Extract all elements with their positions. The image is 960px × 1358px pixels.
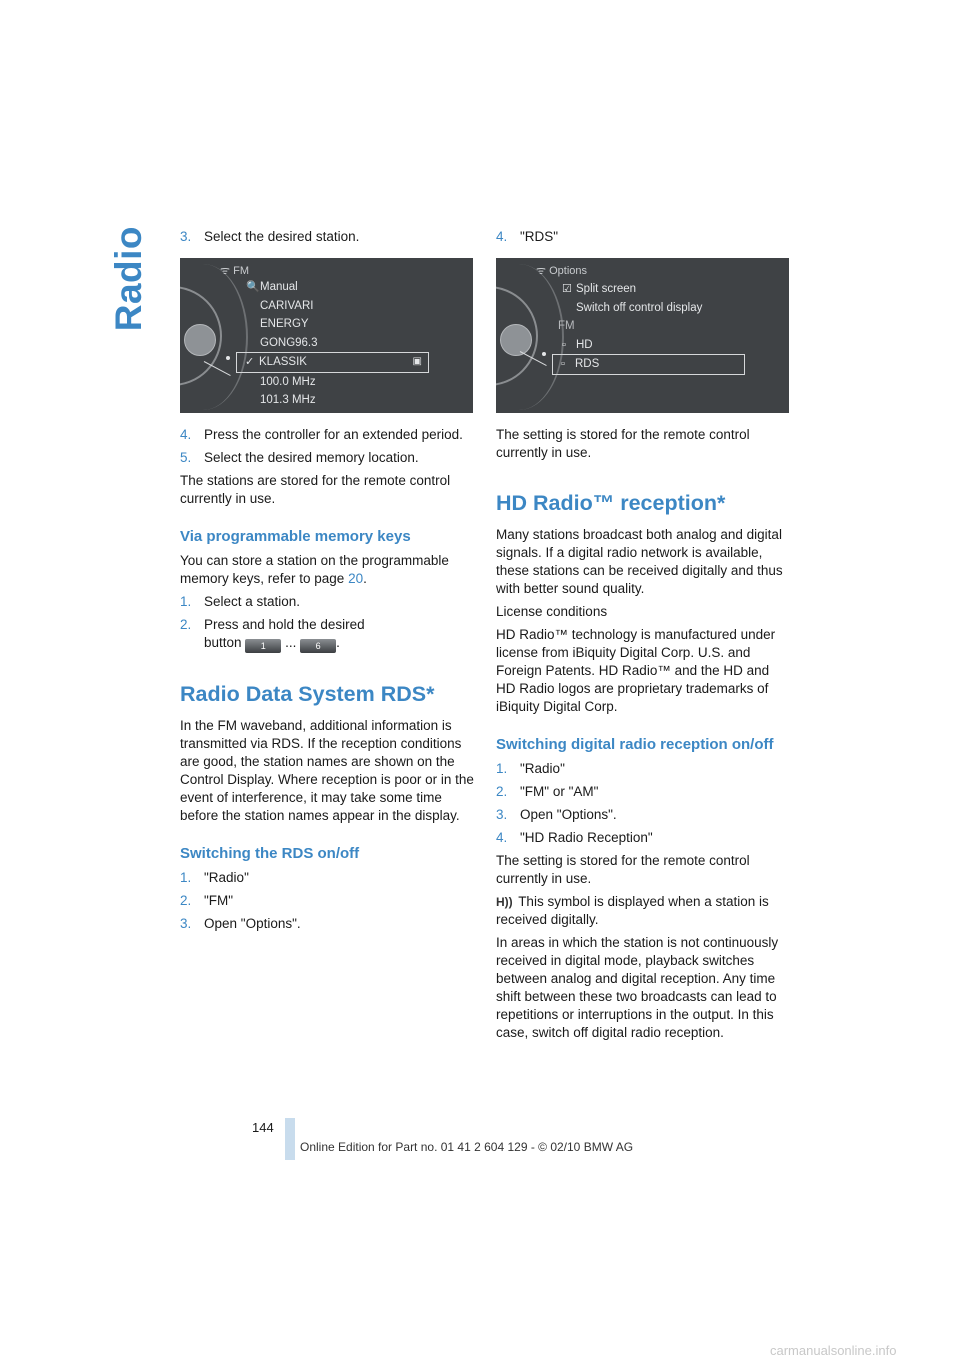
step-fm-am: 2. "FM" or "AM" (496, 784, 599, 799)
list-item: Switch off control display (576, 301, 703, 314)
hd-radio-icon: H)) (496, 895, 513, 909)
paragraph: You can store a station on the programmable memory keys, refer to page 20. (180, 553, 449, 586)
heading-rds-switch: Switching the RDS on/off (180, 845, 360, 862)
list-item: GONG96.3 (260, 336, 318, 349)
paragraph: License conditions (496, 604, 608, 619)
list-item: ▫ HD (558, 336, 745, 355)
list-item: 100.0 MHz (260, 375, 316, 388)
step-hd-reception: 4. "HD Radio Reception" (496, 830, 653, 845)
step-select-station: 3. Select the desired station. (180, 229, 360, 244)
paragraph: H)) This symbol is displayed when a station is received digitally. (496, 894, 769, 927)
step-open-options: 3. Open "Options". (180, 916, 301, 931)
paragraph: The setting is stored for the remote control currently in use. (496, 427, 750, 460)
controller-knob-icon (500, 324, 532, 356)
right-column (496, 228, 791, 1047)
station-list (242, 278, 429, 413)
heading-rds: Radio Data System RDS* (180, 682, 435, 706)
heading-memory-keys: Via programmable memory keys (180, 528, 411, 545)
options-menu-screenshot (496, 258, 789, 413)
paragraph: The stations are stored for the remote control currently in use. (180, 473, 451, 506)
checkbox-checked-icon: ☑ (562, 283, 572, 295)
footer-bar (285, 1118, 295, 1160)
step-radio: 1. "Radio" (496, 761, 565, 776)
paragraph: In areas in which the station is not continuously received in digital mode, playback switches between analog and digital reception. Any time shift between these two broadcasts can lead to repetitions or interruptions in the output. In this case, switch off digital radio reception. (496, 935, 779, 1040)
checkbox-icon: ▫ (561, 358, 565, 370)
preset-button-1-icon: 1 (245, 639, 281, 653)
edition-footer: Online Edition for Part no. 01 41 2 604 129 - © 02/10 BMW AG (300, 1140, 634, 1154)
step-select-memory: 5. Select the desired memory location. (180, 450, 419, 465)
list-item-selected: ▫ RDS (552, 354, 745, 375)
page-link[interactable]: 20 (348, 571, 364, 586)
heading-hd-radio: HD Radio™ reception* (496, 491, 726, 515)
list-item: 🔍 Manual (242, 278, 429, 297)
options-list (558, 280, 745, 413)
heading-digital-switch: Switching digital radio reception on/off (496, 736, 774, 753)
search-icon: 🔍 (246, 281, 260, 293)
list-item: ☑ Split screen (558, 280, 745, 299)
step-select-a-station: 1. Select a station. (180, 594, 301, 609)
controller-knob-icon (184, 324, 216, 356)
preset-button-6-icon: 6 (300, 639, 336, 653)
page-number: 144 (252, 1120, 274, 1135)
list-item: ENERGY (260, 318, 309, 330)
checkmark-icon: ✓ (245, 356, 255, 368)
list-item: 101.3 MHz (260, 394, 316, 406)
step-radio: 1. "Radio" (180, 870, 249, 885)
step-rds: 4. "RDS" (496, 229, 559, 244)
options-icon: ᯤ (536, 265, 547, 277)
paragraph: HD Radio™ technology is manufactured under license from iBiquity Digital Corp. U.S. and Foreign Patents. HD Radio™ and the HD and HD Radio logos are proprietary trademarks of iBiquity Digital Corp. (496, 627, 776, 714)
left-column (180, 228, 475, 938)
paragraph: The setting is stored for the remote control currently in use. (496, 853, 750, 886)
screen-header: ᯤ FM (220, 265, 249, 277)
section-tab: Radio (108, 226, 149, 332)
memory-icon: ▣ (412, 356, 422, 367)
antenna-icon: ᯤ (220, 265, 231, 277)
step-press-hold-button: 2. Press and hold the desired button 1 ... 6 . (180, 617, 365, 651)
step-open-options: 3. Open "Options". (496, 807, 617, 822)
step-fm: 2. "FM" (180, 893, 234, 908)
fm-station-list-screenshot (180, 258, 473, 413)
list-item: CARIVARI (260, 299, 314, 312)
paragraph: Many stations broadcast both analog and digital signals. If a digital radio network is available, these stations can be received digitally and thus with better sound quality. (496, 527, 783, 596)
list-item-selected: ✓ KLASSIK ▣ (236, 352, 429, 373)
watermark: carmanualsonline.info (770, 1343, 897, 1358)
step-press-controller: 4. Press the controller for an extended period. (180, 427, 463, 442)
paragraph: In the FM waveband, additional information is transmitted via RDS. If the reception conditions are good, the station names are shown on the Control Display. Where reception is poor or in the event of interference, it may take some time before the station names appear in the display. (180, 718, 474, 823)
screen-header: ᯤ Options (536, 265, 588, 277)
checkbox-icon: ▫ (562, 338, 566, 351)
list-section-label: FM (558, 320, 575, 332)
